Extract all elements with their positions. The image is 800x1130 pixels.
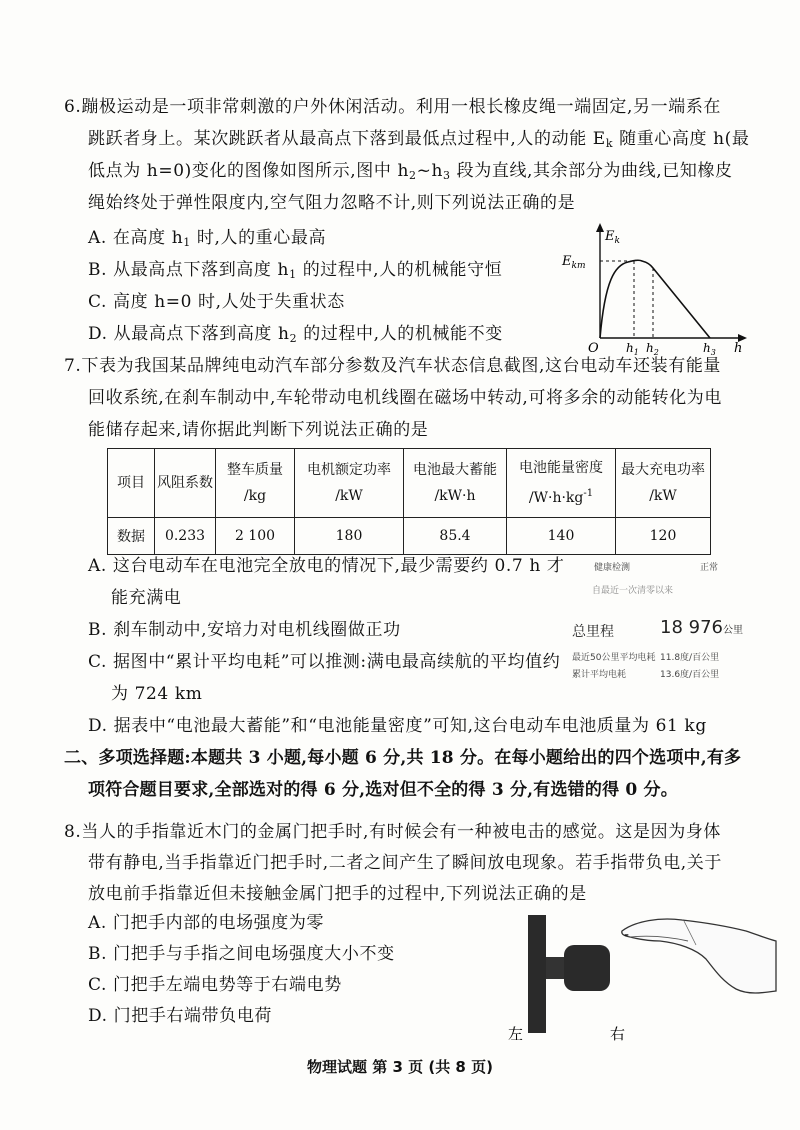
q8-line-2: 带有静电,当手指靠近门把手时,二者之间产生了瞬间放电现象。若手指带负电,关于 <box>88 853 723 873</box>
cell-mass: 2 100 <box>216 518 295 555</box>
door-panel <box>528 915 546 1033</box>
dash-avg-value: 13.6度/百公里 <box>660 670 720 680</box>
q6-line-3 <box>88 161 733 186</box>
q6-line-4: 绳始终处于弹性限度内,空气阻力忽略不计,则下列说法正确的是 <box>88 193 576 213</box>
q6-line-3-text: 低点为 h=0)变化的图像如图所示,图中 h <box>88 161 410 181</box>
tick-h1: $h_1$ <box>626 341 639 355</box>
q6-option-a-text: A. 在高度 h <box>88 228 184 248</box>
table-row <box>108 518 711 555</box>
q7-line-3: 能储存起来,请你据此判断下列说法正确的是 <box>88 420 429 440</box>
h2-subscript: 2 <box>409 169 417 182</box>
section2-line-1: 二、多项选择题:本题共 3 小题,每小题 6 分,共 18 分。在每小题给出的四个选项中,有多 <box>64 748 742 768</box>
header-cell-motor-power: 电机额定功率 /kW <box>295 449 404 518</box>
dash-odometer-unit: 公里 <box>722 625 743 636</box>
ek-subscript: k <box>605 137 614 150</box>
handle-neck <box>546 957 566 979</box>
cell-drag: 0.233 <box>155 518 216 555</box>
header-cell-drag: 风阻系数 <box>155 449 216 518</box>
cell-energy-density: 140 <box>507 518 616 555</box>
q6-option-b-tail: 的过程中,人的机械能守恒 <box>302 260 503 280</box>
dash-status: 正常 <box>700 563 719 573</box>
header-cell-charge-power: 最大充电功率 /kW <box>616 449 711 518</box>
q7-option-c: C. 据图中“累计平均电耗”可以推测:满电最高续航的平均值约 <box>88 652 561 672</box>
tick-h3: $h_3$ <box>703 341 716 355</box>
vehicle-spec-table <box>107 448 711 555</box>
q7-line-1: 7.下表为我国某品牌纯电动汽车部分参数及汽车状态信息截图,这台电动车还装有能量 <box>64 356 722 376</box>
q6-option-d-sub: 2 <box>289 332 298 345</box>
label-right: 右 <box>610 1025 626 1043</box>
ek-curve <box>600 260 710 338</box>
y-axis-arrow <box>596 223 604 232</box>
dash-odometer <box>660 617 743 638</box>
dash-avg-label: 累计平均电耗 <box>572 670 627 680</box>
charge-sign: - <box>624 927 630 943</box>
label-left: 左 <box>508 1025 524 1043</box>
row-label: 数据 <box>108 518 155 555</box>
q6-option-d-tail: 的过程中,人的机械能不变 <box>303 324 503 344</box>
door-knob <box>564 945 610 991</box>
q7-option-b: B. 刹车制动中,安培力对电机线圈做正功 <box>88 620 401 640</box>
q6-option-d-text: D. 从最高点下落到高度 h <box>88 324 290 344</box>
door-handle-figure <box>500 905 780 1050</box>
q6-line-2 <box>88 129 749 154</box>
q8-option-b: B. 门把手与手指之间电场强度大小不变 <box>88 944 395 964</box>
q8-option-a: A. 门把手内部的电场强度为零 <box>88 913 325 933</box>
cell-battery-capacity: 85.4 <box>404 518 507 555</box>
dash-odometer-label: 总里程 <box>572 624 614 640</box>
q8-option-c: C. 门把手左端电势等于右端电势 <box>88 975 342 995</box>
q6-option-a-sub: 1 <box>183 236 191 249</box>
q6-option-d <box>88 324 503 349</box>
tick-h2: $h_2$ <box>646 341 659 355</box>
h3-subscript: 3 <box>443 169 451 182</box>
q7-option-a: A. 这台电动车在电池完全放电的情况下,最少需要约 0.7 h 才 <box>88 556 565 576</box>
q7-option-a-cont: 能充满电 <box>111 588 182 608</box>
q6-option-b <box>88 260 502 285</box>
q7-option-c-cont: 为 724 km <box>111 684 203 704</box>
x-label-h: h <box>734 341 743 355</box>
header-cell-battery-capacity: 电池最大蓄能 /kW·h <box>404 449 507 518</box>
q6-option-a <box>88 228 326 253</box>
section2-line-2: 项符合题目要求,全部选对的得 6 分,选对但不全的得 3 分,有选错的得 0 分。 <box>88 780 678 800</box>
header-cell-item: 项目 <box>108 449 155 518</box>
dash-odometer-value: 18 976 <box>660 617 723 638</box>
q6-line-3-tail: 段为直线,其余部分为曲线,已知橡皮 <box>450 161 733 181</box>
header-cell-energy-density: 电池能量密度 $/W\cdot h\cdot kg^{-1}$ <box>507 449 616 518</box>
table-header-row <box>108 449 711 518</box>
q6-option-b-sub: 1 <box>289 268 297 281</box>
q6-option-c: C. 高度 h=0 时,人处于失重状态 <box>88 292 345 312</box>
q7-line-2: 回收系统,在刹车制动中,车轮带动电机线圈在磁场中转动,可将多余的动能转化为电 <box>88 388 723 408</box>
q8-line-3: 放电前手指靠近但未接触金属门把手的过程中,下列说法正确的是 <box>88 884 587 904</box>
cell-motor-power: 180 <box>295 518 404 555</box>
q6-line-1: 6.蹦极运动是一项非常刺激的户外休闲活动。利用一根长橡皮绳一端固定,另一端系在 <box>64 97 722 117</box>
cell-charge-power: 120 <box>616 518 711 555</box>
q6-option-b-text: B. 从最高点下落到高度 h <box>88 260 290 280</box>
page-footer: 物理试题 第 3 页 (共 8 页) <box>307 1058 493 1076</box>
q8-line-1: 8.当人的手指靠近木门的金属门把手时,有时候会有一种被电击的感觉。这是因为身体 <box>64 822 722 842</box>
dash-recent-value: 11.8度/百公里 <box>660 653 720 663</box>
header-cell-mass: 整车质量 /kg <box>216 449 295 518</box>
origin-label: O <box>588 341 599 355</box>
dash-recent-label: 最近50公里平均电耗 <box>572 653 656 663</box>
q6-option-a-tail: 时,人的重心最高 <box>196 228 327 248</box>
y-label-ek: $E_k$ <box>605 229 620 246</box>
ek-h-graph <box>560 220 750 355</box>
dash-health-check: 健康检测 <box>594 563 631 573</box>
peak-label-ekm: $E_{km}$ <box>562 254 586 271</box>
q6-line-2-tail: 随重心高度 h(最 <box>613 129 750 149</box>
q6-line-2-text: 跳跃者身上。某次跳跃者从最高点下落到最低点过程中,人的动能 E <box>88 129 606 149</box>
q6-line-3-mid: ~h <box>416 161 444 181</box>
dash-subtitle: 自最近一次清零以来 <box>592 586 674 596</box>
q8-option-d: D. 门把手右端带负电荷 <box>88 1006 273 1026</box>
hand-outline <box>622 919 776 993</box>
q7-option-d: D. 据表中“电池最大蓄能”和“电池能量密度”可知,这台电动车电池质量为 61 kg <box>88 716 707 736</box>
